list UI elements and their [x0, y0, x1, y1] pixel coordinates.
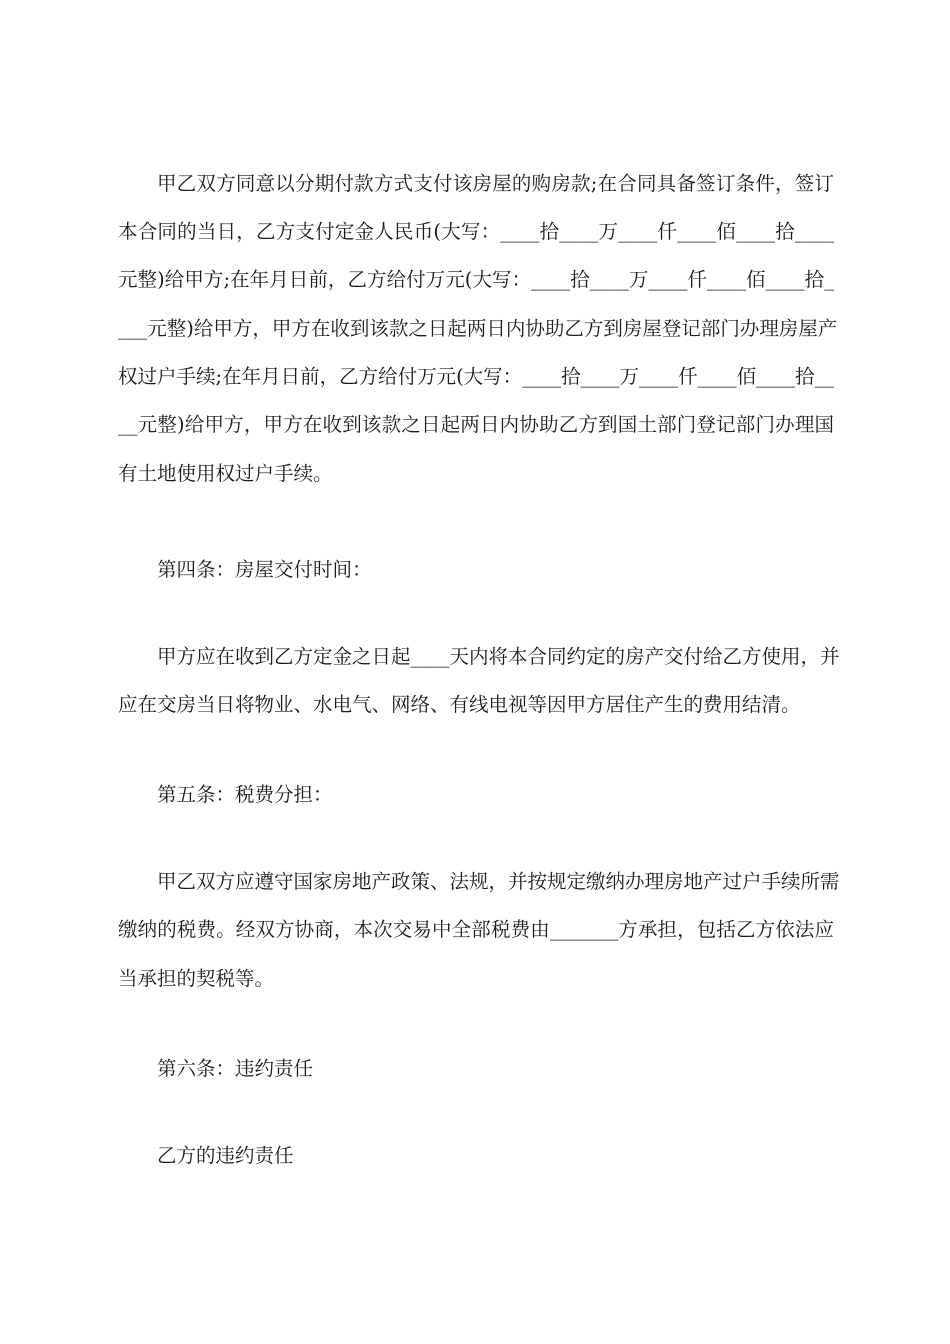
- article-6-heading: 第六条：违约责任: [157, 1057, 314, 1080]
- text-line: 甲乙双方同意以分期付款方式支付该房屋的购房款;在合同具备签订条件，签订: [157, 172, 834, 195]
- text-line: 本合同的当日，乙方支付定金人民币(大写：____拾____万____仟____佰____拾____: [118, 220, 834, 243]
- article-4-heading: 第四条：房屋交付时间：: [157, 558, 372, 581]
- text-line: __元整)给甲方，甲方在收到该款之日起两日内协助乙方到国土部门登记部门办理国: [118, 413, 834, 436]
- text-line: 甲乙双方应遵守国家房地产政策、法规，并按规定缴纳办理房地产过户手续所需: [157, 870, 840, 893]
- text-line: 权过户手续;在年月日前，乙方给付万元(大写：____拾____万____仟____佰____拾__: [118, 365, 835, 388]
- sub-heading-party-b-liability: 乙方的违约责任: [157, 1144, 294, 1167]
- text-line: 缴纳的税费。经双方协商，本次交易中全部税费由_______方承担，包括乙方依法应: [118, 918, 834, 941]
- text-line: ___元整)给甲方，甲方在收到该款之日起两日内协助乙方到房屋登记部门办理房屋产: [118, 317, 838, 340]
- text-line: 当承担的契税等。: [118, 967, 275, 990]
- text-line: 甲方应在收到乙方定金之日起____天内将本合同约定的房产交付给乙方使用，并: [157, 645, 840, 668]
- article-5-heading: 第五条：税费分担：: [157, 783, 333, 806]
- text-line: 元整)给甲方;在年月日前，乙方给付万元(大写：____拾____万____仟____佰____拾_: [118, 268, 834, 291]
- text-line: 应在交房当日将物业、水电气、网络、有线电视等因甲方居住产生的费用结清。: [118, 693, 801, 716]
- text-line: 有土地使用权过户手续。: [118, 462, 333, 485]
